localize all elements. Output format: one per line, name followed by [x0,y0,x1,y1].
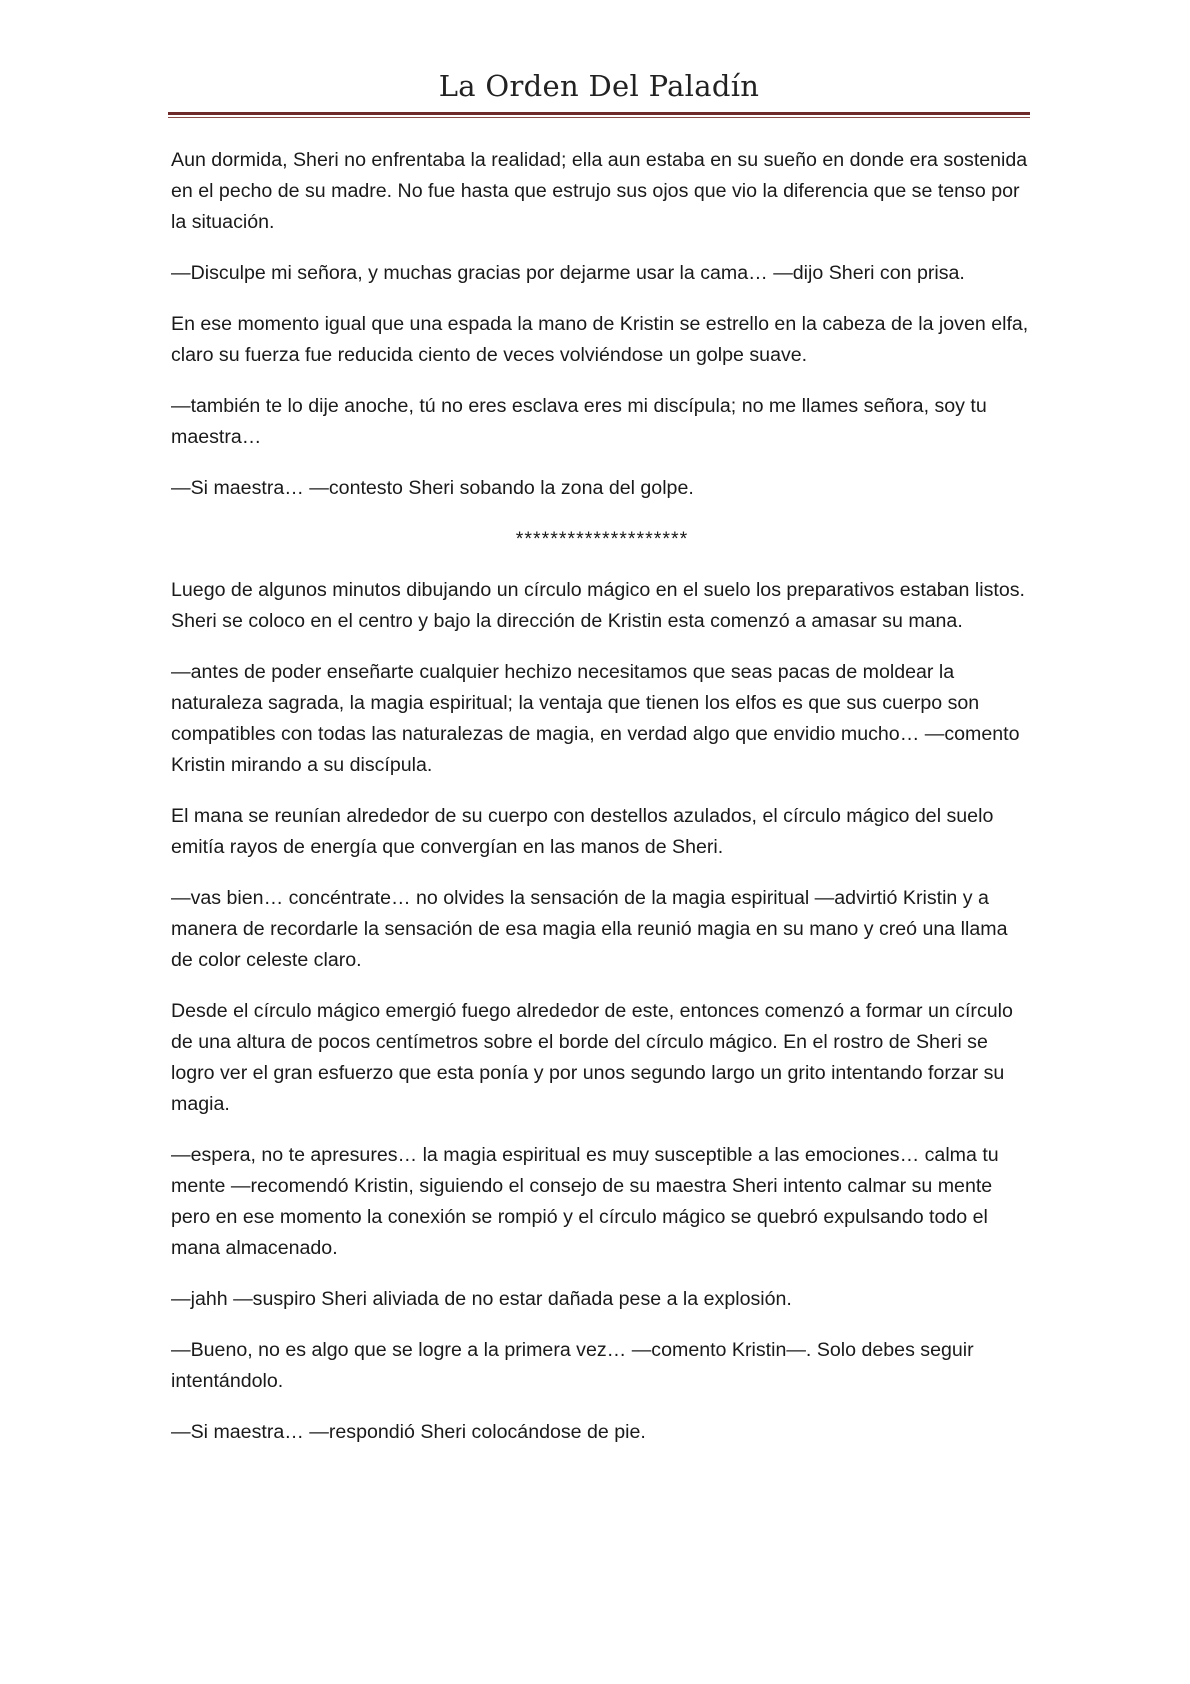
paragraph: Desde el círculo mágico emergió fuego alrededor de este, entonces comenzó a formar un círculo de una altura de pocos centímetros sobre el borde del círculo mágico. En el rostro de Sheri se logro ver el gran esfuerzo que esta ponía y por unos segundo largo un grito intentando forzar su magia. [171,1000,1013,1115]
book-title: La Orden Del Paladín [438,69,760,103]
paragraph: —espera, no te apresures… la magia espiritual es muy susceptible a las emociones… calma tu mente —recomendó Kristin, siguiendo el consejo de su maestra Sheri intento calmar su mente pero en ese momento la conexión se rompió y el círculo mágico se quebró expulsando todo el mana almacenado. [171,1144,999,1259]
paragraph: —Disculpe mi señora, y muchas gracias por dejarme usar la cama… —dijo Sheri con prisa. [171,262,965,284]
paragraph: El mana se reunían alrededor de su cuerpo con destellos azulados, el círculo mágico del suelo emitía rayos de energía que convergían en las manos de Sheri. [171,805,994,858]
paragraph: —vas bien… concéntrate… no olvides la sensación de la magia espiritual —advirtió Kristin y a manera de recordarle la sensación de esa magia ella reunió magia en su mano y creó una llama de color celeste claro. [171,887,1008,971]
paragraph: —Si maestra… —respondió Sheri colocándose de pie. [171,1421,646,1443]
paragraph: —jahh —suspiro Sheri aliviada de no estar dañada pese a la explosión. [171,1288,792,1310]
paragraph: —también te lo dije anoche, tú no eres esclava eres mi discípula; no me llames señora, soy tu maestra… [171,395,987,448]
scene-separator: ******************** [515,528,689,550]
paragraph: Aun dormida, Sheri no enfrentaba la realidad; ella aun estaba en su sueño en donde era sostenida en el pecho de su madre. No fue hasta que estrujo sus ojos que vio la diferencia que se tenso por la situación. [171,149,1028,233]
paragraph: —Bueno, no es algo que se logre a la primera vez… —comento Kristin—. Solo debes seguir intentándolo. [171,1339,974,1392]
header-rule-thin [168,117,1030,118]
paragraph: En ese momento igual que una espada la mano de Kristin se estrello en la cabeza de la joven elfa, claro su fuerza fue reducida ciento de veces volviéndose un golpe suave. [171,313,1029,366]
body-text [171,145,1033,1468]
paragraph: Luego de algunos minutos dibujando un círculo mágico en el suelo los preparativos estaban listos. Sheri se coloco en el centro y bajo la dirección de Kristin esta comenzó a amasar su mana. [171,579,1025,632]
paragraph: —antes de poder enseñarte cualquier hechizo necesitamos que seas pacas de moldear la naturaleza sagrada, la magia espiritual; la ventaja que tienen los elfos es que sus cuerpo son compatibles con todas las naturalezas de magia, en verdad algo que envidio mucho… —comento Kristin mirando a su discípula. [171,661,1020,776]
header-rule-thick [168,112,1030,115]
paragraph: —Si maestra… —contesto Sheri sobando la zona del golpe. [171,477,694,499]
page-header [168,66,1030,118]
